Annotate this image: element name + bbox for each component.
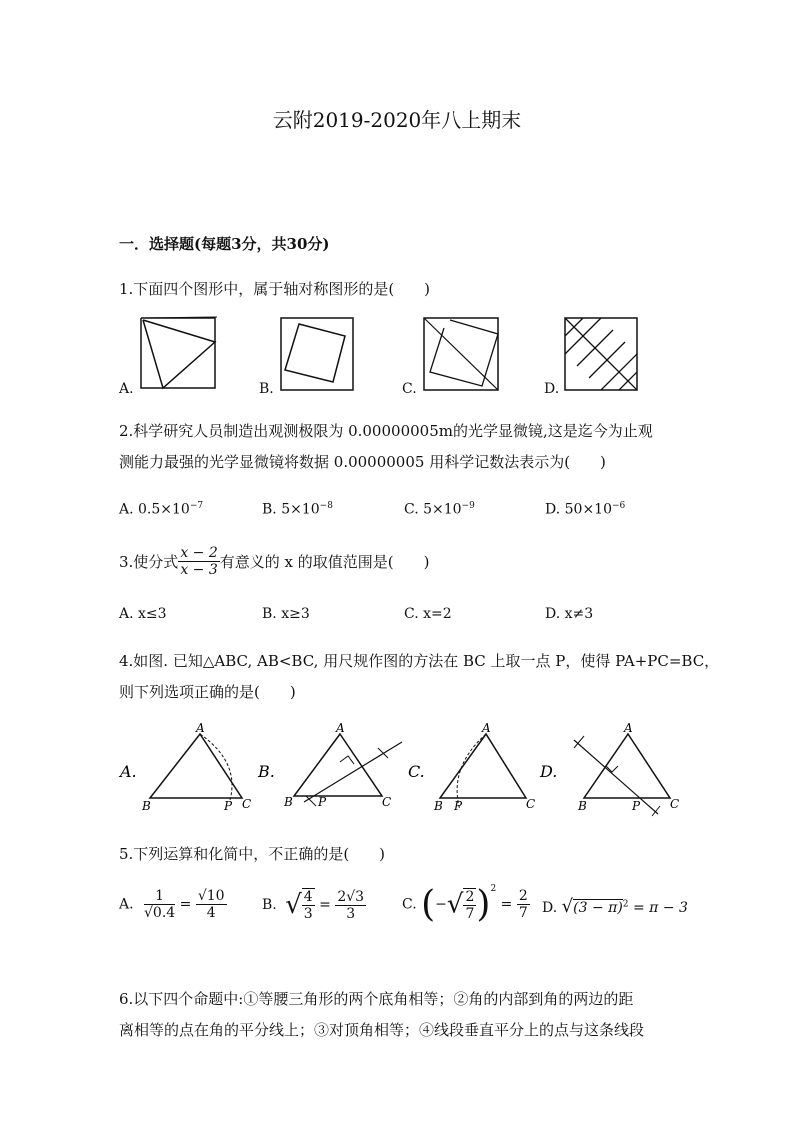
q3-option-b: B. x≥3 [262,606,310,622]
question-6-line1: 6.以下四个命题中:①等腰三角形的两个底角相等；②角的内部到角的两边的距 [119,990,634,1008]
q4a-point-c: C [242,797,252,811]
q1-label-b: B. [259,381,274,397]
question-3-stem: 3.使分式 $\frac{x - 2}{x - 3}$ 有意义的 x 的取值范围是( ) [119,545,430,578]
q4-label-a: A. [120,762,137,781]
q2-option-a: A. $0.5\times 10^{-7}$ [119,501,204,518]
q4d-point-p: P [632,799,641,813]
question-5-stem: 5.下列运算和化简中，不正确的是( ) [119,845,386,863]
question-2-line2: 测能力最强的光学显微镜将数据 0.00000005 用科学记数法表示为( ) [119,453,606,471]
q3-option-c: C. x=2 [404,606,452,622]
q2-option-d: D. $50\times 10^{-6}$ [545,501,626,518]
q4c-point-b: B [434,799,443,813]
q4d-point-a: A [624,722,633,735]
q4d-point-b: B [578,799,587,813]
question-1-stem: 1.下面四个图形中，属于轴对称图形的是( ) [119,280,431,298]
q4a-point-p: P [224,799,233,813]
q4b-point-a: A [336,722,345,735]
q3-option-a: A. x≤3 [119,606,167,622]
question-4-line1: 4.如图. 已知△ABC, AB<BC, 用尺规作图的方法在 BC 上取一点 P，使得 PA+PC=BC， [119,652,720,670]
q1-figure-c [422,316,500,392]
q4-label-c: C. [408,762,425,781]
q4a-point-b: B [142,799,151,813]
q2-option-c: C. $5\times 10^{-9}$ [404,501,475,518]
q3-fraction: $\frac{x - 2}{x - 3}$ [180,545,218,578]
q1-figure-d [563,316,639,392]
q4b-point-c: C [382,795,392,809]
q1-figure-a [139,316,219,390]
q4c-point-c: C [526,797,536,811]
q1-figure-b [279,316,355,392]
q4-label-d: D. [540,762,558,781]
q4-label-b: B. [258,762,275,781]
question-2-line1: 2.科学研究人员制造出观测极限为 0.00000005m的光学显微镜,这是迄今为止观 [119,422,653,440]
q4a-point-a: A [196,722,205,735]
q4c-point-p: P [454,799,463,813]
q4c-point-a: A [482,722,491,735]
q5-option-a: A. $\frac{1}{√0.4}$ = $\frac{√10}{4}$ [119,888,225,921]
q3-option-d: D. x≠3 [545,606,594,622]
question-6-line2: 离相等的点在角的平分线上；③对顶角相等；④线段垂直平分上的点与这条线段 [119,1021,645,1039]
q2-option-b: B. $5\times 10^{-8}$ [262,501,333,518]
page-title: 云附2019-2020年八上期末 [272,108,522,132]
section-heading: 一．选择题(每题3分，共30分) [119,235,330,253]
q4b-point-b: B [284,795,293,809]
q1-label-c: C. [402,381,417,397]
q4d-point-c: C [670,797,680,811]
question-4-line2: 则下列选项正确的是( ) [119,683,296,701]
q5-option-b: B. √ $\frac{4}{3}$ = $\frac{2√3}{3}$ [262,888,365,922]
q4-figures [118,722,688,822]
q4b-point-p: P [318,795,327,809]
q5-option-d: D. $√(3 - \pi)^2 = \pi - 3$ [542,896,688,917]
q1-label-d: D. [544,381,560,397]
q1-label-a: A. [119,381,134,397]
q5-option-c: C. (−√ $\frac{2}{7}$ )$^2$ = $\frac{2}{7}$ [402,884,528,925]
